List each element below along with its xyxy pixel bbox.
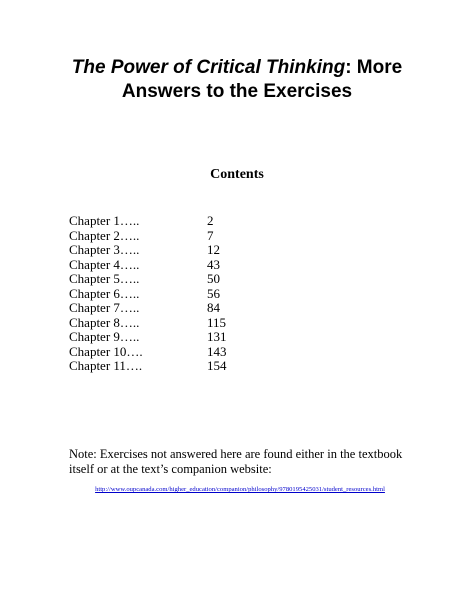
toc-chapter-label: Chapter 1….. — [69, 213, 140, 228]
toc-page-number: 56 — [207, 285, 220, 301]
toc-chapter-label: Chapter 8….. — [69, 314, 140, 330]
toc-page-number: 7 — [207, 227, 214, 243]
toc-chapter-label: Chapter 3….. — [69, 242, 140, 257]
toc-chapter-label: Chapter 4….. — [69, 256, 140, 272]
toc-page-number: 50 — [207, 271, 220, 286]
title-line2: Answers to the Exercises — [121, 81, 353, 102]
toc-chapter-label: Chapter 9….. — [69, 329, 140, 344]
toc-page-number: 154 — [207, 358, 227, 373]
toc-chapter-label: Chapter 10…. — [69, 343, 143, 359]
toc-chapter-label: Chapter 2….. — [69, 227, 140, 243]
contents-heading: Contents — [210, 167, 264, 182]
companion-website-link[interactable]: http://www.oupcanada.com/higher_education/companion/philosophy/9780195425031/student_resources.html — [95, 486, 385, 493]
title-rest-line1: : More — [345, 57, 403, 78]
toc-page-number: 12 — [207, 242, 220, 257]
toc-chapter-label: Chapter 5….. — [69, 271, 140, 286]
toc-page-number: 143 — [207, 343, 227, 359]
toc-page-number: 131 — [207, 329, 227, 344]
toc-page-number: 115 — [207, 314, 227, 330]
document-title — [0, 56, 474, 104]
toc-chapter-label: Chapter 6….. — [69, 285, 140, 301]
toc-page-number: 2 — [207, 213, 214, 228]
title-italic-part: The Power of Critical Thinking — [71, 57, 346, 78]
toc-chapter-label: Chapter 11…. — [69, 358, 143, 373]
note-paragraph: Note: Exercises not answered here are found either in the textbook itself or at the text’s companion website: — [69, 447, 403, 476]
toc-page-number: 43 — [207, 256, 220, 272]
toc-page-number: 84 — [207, 300, 220, 315]
toc-chapter-label: Chapter 7….. — [69, 300, 140, 315]
